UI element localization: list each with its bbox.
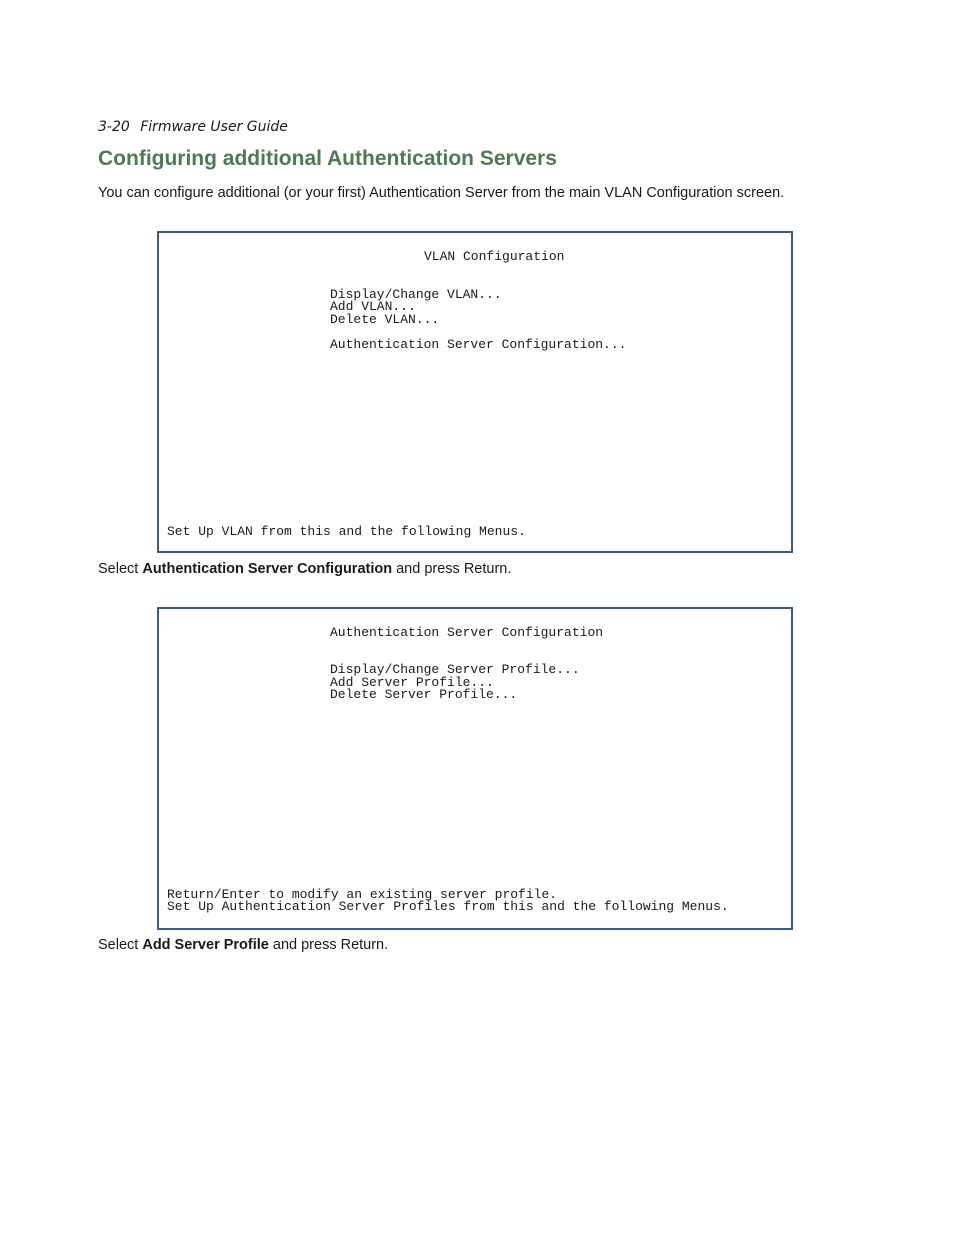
menu-item-display-change-server-profile[interactable]: Display/Change Server Profile... (330, 662, 580, 677)
screen-title: Authentication Server Configuration (330, 625, 604, 640)
status-line: Set Up VLAN from this and the following Menus. (167, 524, 526, 539)
step2-menu-name: Add Server Profile (142, 937, 269, 953)
step1-prefix: Select (98, 561, 143, 577)
intro-paragraph: You can configure additional (or your first) Authentication Server from the main VLAN Configuration screen. (98, 185, 785, 201)
vlan-configuration-screen (157, 231, 793, 553)
step1-suffix: and press Return. (392, 561, 512, 577)
running-header (98, 119, 288, 135)
step1-menu-name: Authentication Server Configuration (142, 561, 393, 577)
menu-item-add-server-profile[interactable]: Add Server Profile... (330, 675, 494, 690)
menu-item-add-vlan[interactable]: Add VLAN... (330, 299, 416, 314)
step2-paragraph (98, 937, 388, 953)
menu-item-authentication-server-configuration[interactable]: Authentication Server Configuration... (330, 337, 627, 352)
step2-prefix: Select (98, 937, 143, 953)
authentication-server-configuration-screen (157, 607, 793, 930)
section-title: Configuring additional Authentication Servers (98, 147, 557, 170)
page-number: 3-20 (98, 119, 130, 135)
book-title: Firmware User Guide (140, 119, 288, 135)
menu-item-display-change-vlan[interactable]: Display/Change VLAN... (330, 287, 502, 302)
step2-suffix: and press Return. (268, 937, 389, 953)
status-line: Set Up Authentication Server Profiles from this and the following Menus. (167, 899, 729, 914)
menu-item-delete-vlan[interactable]: Delete VLAN... (330, 312, 440, 327)
step1-paragraph (98, 561, 511, 577)
status-line: Return/Enter to modify an existing server profile. (167, 887, 558, 902)
screen-title: VLAN Configuration (424, 249, 565, 264)
menu-item-delete-server-profile[interactable]: Delete Server Profile... (330, 687, 518, 702)
